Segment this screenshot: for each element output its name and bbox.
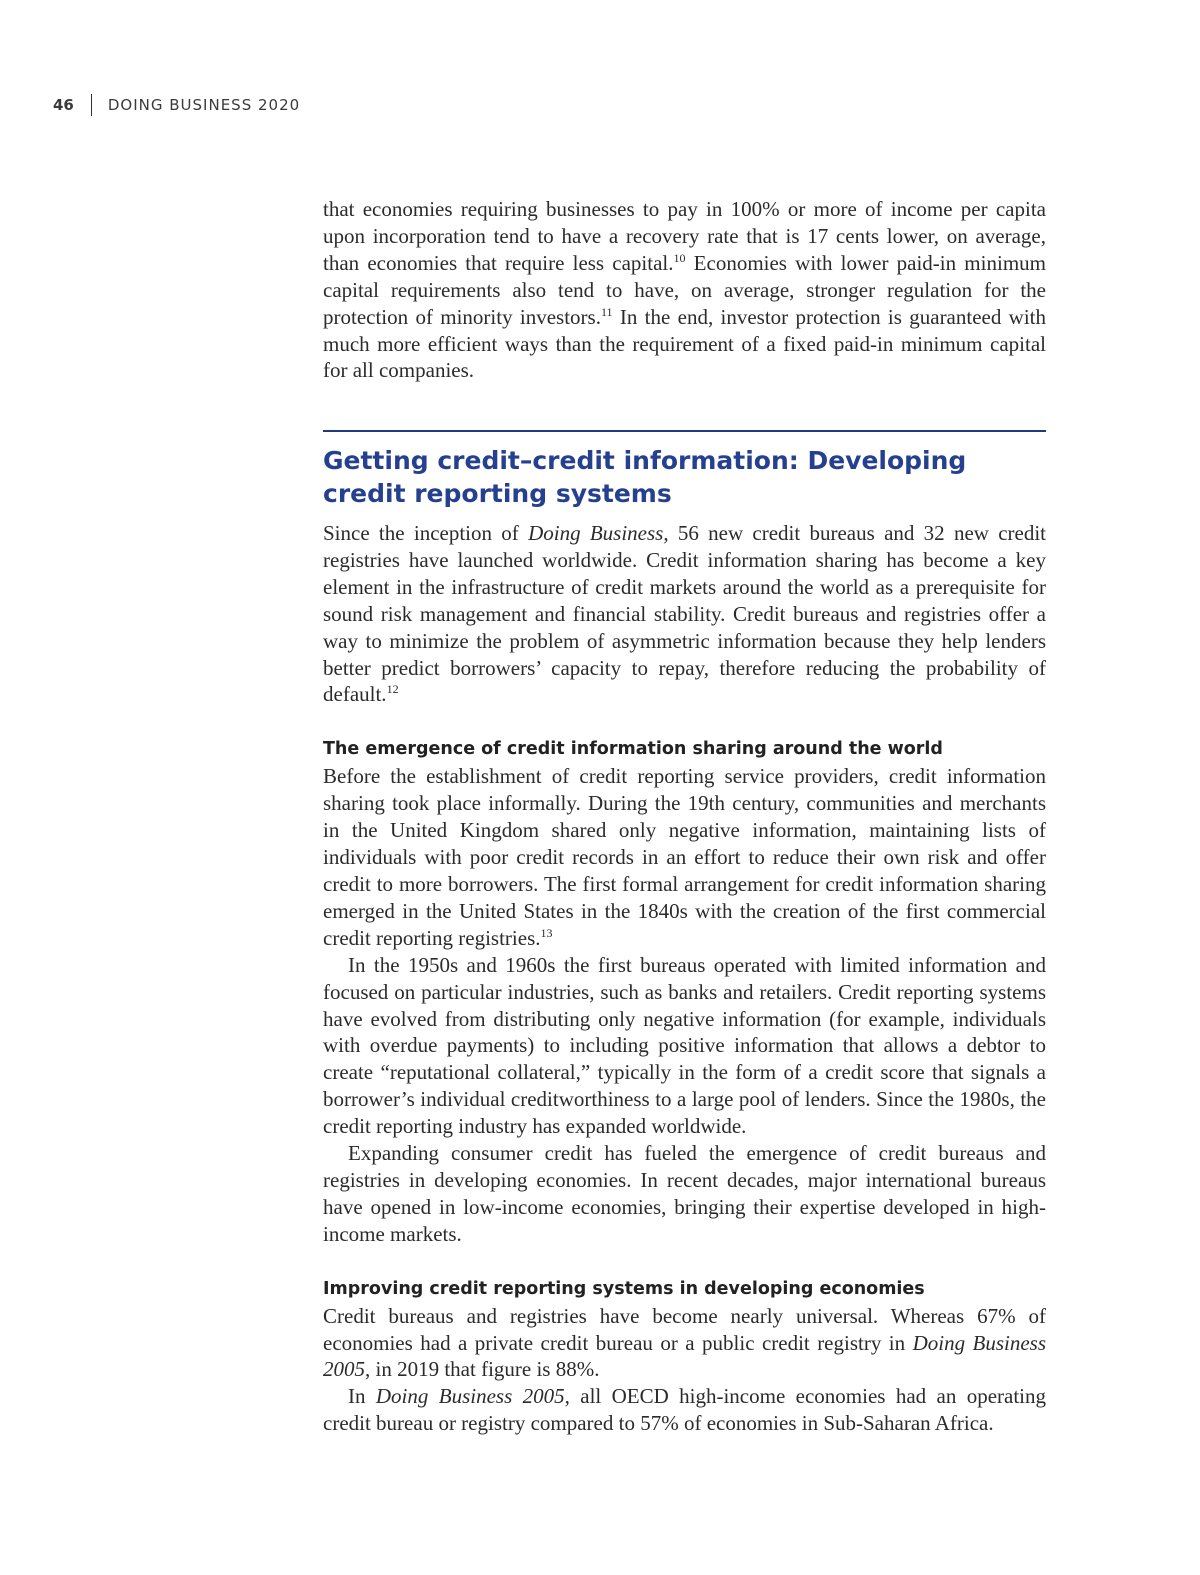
footnote-ref: 10: [673, 250, 686, 265]
header-divider: [91, 94, 92, 116]
footnote-ref: 12: [386, 682, 399, 697]
section-title: Getting credit–credit information: Developing credit reporting systems: [323, 446, 967, 508]
footnote-ref: 13: [540, 925, 553, 940]
body-paragraph: Before the establishment of credit reporting service providers, credit information sharing took place informally. During the 19th century, communities and merchants in the United Kingdom shared only negative information, maintaining lists of individuals with poor credit records in an effort to reduce their own risk and offer credit to more borrowers. The first formal arrangement for credit information sharing emerged in the United States in the 1840s with the creation of the first commercial credit reporting registries.$^{13}$: [323, 764, 1046, 950]
body-paragraph: Expanding consumer credit has fueled the emergence of credit bureaus and registries in developing economies. In recent decades, major international bureaus have opened in low-income economies, bringing their expertise developed in high-income markets.: [323, 1141, 1046, 1246]
intro-text: [323, 196, 1046, 384]
footnote-ref: 11: [600, 304, 613, 319]
subsection-heading: Improving credit reporting systems in developing economies: [323, 1278, 925, 1299]
subsection-heading: The emergence of credit information sharing around the world: [323, 739, 943, 760]
body-paragraph: In Doing Business 2005, all OECD high-income economies had an operating credit bureau or registry compared to 57% of economies in Sub-Saharan Africa.: [323, 1384, 1047, 1436]
publication-title: DOING BUSINESS 2020: [107, 96, 301, 114]
page-number: 46: [53, 96, 74, 114]
body-paragraph: In the 1950s and 1960s the first bureaus operated with limited information and focused on particular industries, such as banks and retailers. Credit reporting systems have evolved from distributing only negative information (for example, individuals with overdue payments) to including positive information that allows a debtor to create “reputational collateral,” typically in the form of a credit score that signals a borrower’s individual creditworthiness to a large pool of lenders. Since the 1980s, the credit reporting industry has expanded worldwide.: [323, 952, 1046, 1139]
italic-title: Doing Business 2005: [375, 1384, 565, 1409]
running-head: [53, 94, 300, 116]
italic-title: Doing Business: [528, 521, 664, 545]
body-paragraph: Credit bureaus and registries have become nearly universal. Whereas 67% of economies had a private credit bureau or a public credit registry in Doing Business 2005, in 2019 that figure is 88%.: [323, 1303, 1047, 1382]
section-credit-information: [323, 444, 1046, 1437]
intro-paragraph: that economies requiring businesses to pay in 100% or more of income per capita upon incorporation tend to have a recovery rate that is 17 cents lower, on average, than economies that require less capital.$^{10}$ Economies with lower paid-in minimum capital requirements also tend to have, on average, stronger regulation for the protection of minority investors.$^{11}$ In the end, investor protection is guaranteed with much more efficient ways than the requirement of a fixed paid-in minimum capital for all companies.: [323, 197, 1047, 383]
section-divider: [323, 430, 1046, 432]
italic-title: Doing Business 2005: [323, 1330, 1047, 1382]
section-paragraph: Since the inception of Doing Business, 56 new credit bureaus and 32 new credit registries have launched worldwide. Credit information sharing has become a key element in the infrastructure of credit markets around the world as a prerequisite for sound risk management and financial stability. Credit bureaus and registries offer a way to minimize the problem of asymmetric information because they help lenders better predict borrowers’ capacity to repay, therefore reducing the probability of default.$^{12}$: [323, 521, 1047, 707]
